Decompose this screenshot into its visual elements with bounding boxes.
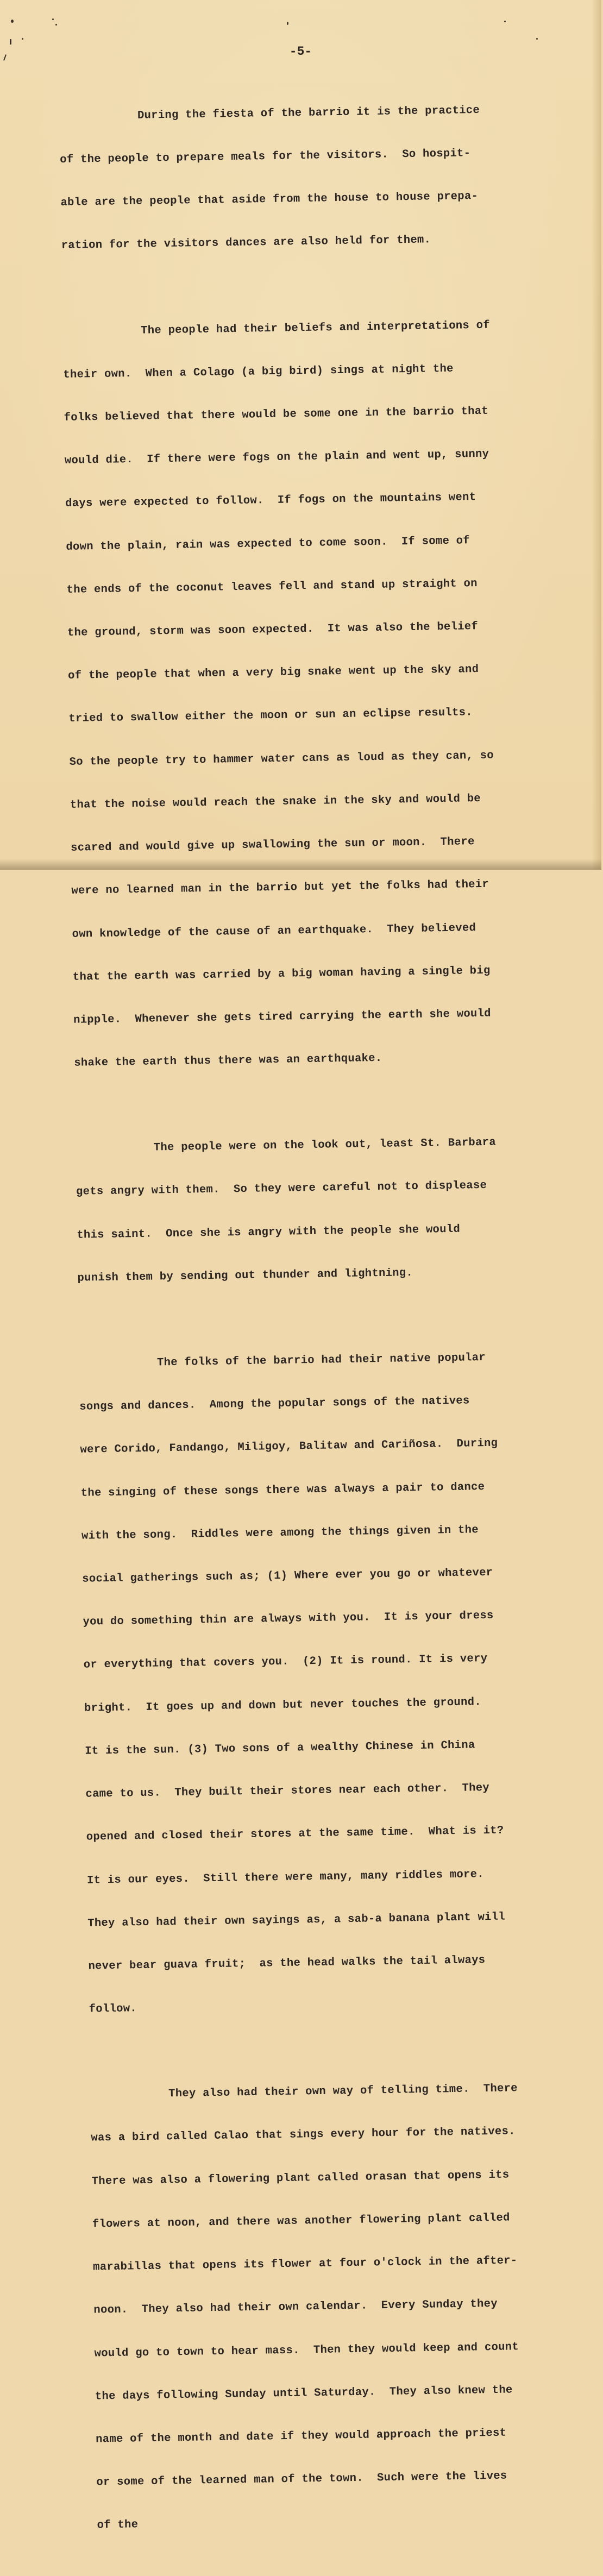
text-line: follow. [89, 2002, 137, 2016]
text-line: So the people try to hammer water cans as loud as they can, so [69, 749, 494, 769]
text-line: noon. They also had their own calendar. Every Sunday they [93, 2298, 498, 2317]
text-line: ration for the visitors dances are also held for them. [61, 234, 431, 253]
text-line: songs and dances. Among the popular songs of the natives [79, 1394, 470, 1413]
text-line: folks believed that there would be some one in the barrio that [64, 405, 489, 424]
text-line: social gatherings such as; (1) Where ever you go or whatever [82, 1566, 493, 1586]
text-line: shake the earth thus there was an earthquake. [74, 1052, 382, 1070]
text-line: never bear guava fruit; as the head walks the tail always [88, 1954, 486, 1973]
paragraph-fiesta [59, 73, 567, 282]
text-line: They also had their own way of telling time. There [168, 2082, 518, 2101]
text-line: gets angry with them. So they were careful not to displease [76, 1179, 487, 1199]
text-line: of the people that when a very big snake went up the sky and [68, 663, 479, 683]
text-line: They also had their own sayings as, a sab-a banana plant will [87, 1911, 506, 1930]
text-line: that the earth was carried by a big woman having a single big [72, 964, 491, 984]
text-line: would die. If there were fogs on the plain and went up, sunny [64, 448, 489, 468]
text-line: or everything that covers you. (2) It is round. It is very [83, 1653, 488, 1672]
text-line: of the [97, 2518, 139, 2532]
text-line: bright. It goes up and down but never touches the ground. [84, 1695, 482, 1715]
text-line: the days following Sunday until Saturday. They also knew the [95, 2384, 513, 2403]
paper-speck [55, 24, 57, 26]
paper-speck [504, 21, 506, 22]
text-line: the singing of these songs there was always a pair to dance [80, 1480, 485, 1500]
text-line: of the people to prepare meals for the visitors. So hospit- [60, 147, 471, 167]
paper-speck [10, 39, 11, 45]
text-line: the ends of the coconut leaves fell and stand up straight on [66, 577, 478, 596]
text-line: able are the people that aside from the house to house prepa- [60, 190, 479, 210]
text-line: the ground, storm was soon expected. It was also the belief [67, 620, 479, 639]
text-line: The folks of the barrio had their native popular [156, 1351, 486, 1369]
document-body [59, 73, 603, 2576]
text-line: It is the sun. (3) Two sons of a wealthy Chinese in China [85, 1739, 475, 1758]
paragraph-songs-riddles [78, 1321, 595, 2046]
text-line: were Corido, Fandango, Miligoy, Balitaw and Cariñosa. During [80, 1437, 498, 1457]
text-line: would go to town to hear mass. Then they would keep and count [94, 2340, 519, 2360]
paper-speck [22, 38, 23, 40]
paper-speck [287, 22, 288, 25]
text-line: It is our eyes. Still there were many, many riddles more. [86, 1868, 485, 1887]
paragraph-st-barbara [75, 1106, 583, 1315]
text-line: this saint. Once she is angry with the people she would [77, 1223, 461, 1242]
text-line: name of the month and date if they would approach the priest [96, 2427, 507, 2446]
page-number: -5- [289, 45, 312, 59]
paper-speck [11, 20, 14, 23]
text-line: was a bird called Calao that sings every hour for the natives. [91, 2125, 516, 2145]
text-line: their own. When a Colago (a big bird) sings at night the [63, 362, 454, 381]
text-line: During the fiesta of the barrio it is the practice [137, 104, 480, 122]
text-line: down the plain, rain was expected to come soon. If some of [66, 534, 470, 554]
text-line: came to us. They built their stores near each other. They [85, 1782, 490, 1801]
text-line: There was also a flowering plant called orasan that opens its [91, 2169, 510, 2188]
paper-speck [536, 38, 538, 40]
text-line: that the noise would reach the snake in the sky and would be [70, 792, 481, 812]
text-line: tried to swallow either the moon or sun an eclipse results. [68, 706, 473, 726]
text-line: flowers at noon, and there was another flowering plant called [92, 2211, 510, 2231]
text-line: own knowledge of the cause of an earthquake. They believed [72, 921, 476, 941]
text-line: punish them by sending out thunder and lightning. [77, 1266, 413, 1285]
text-line: or some of the learned man of the town. Such were the lives [96, 2470, 507, 2489]
text-line: The people had their beliefs and interpretations of [141, 319, 491, 337]
text-line: nipple. Whenever she gets tired carrying the earth she would [73, 1007, 491, 1027]
text-line: you do something thin are always with you. It is your dress [83, 1610, 494, 1629]
text-line: The people were on the look out, least St. Barbara [153, 1136, 497, 1154]
text-line: scared and would give up swallowing the sun or moon. There [70, 835, 475, 855]
text-line: marabillas that opens its flower at four o'clock in the after- [93, 2254, 518, 2274]
text-line: with the song. Riddles were among the things given in the [81, 1524, 479, 1543]
page-edge-shadow-right [592, 0, 601, 870]
paragraph-beliefs [62, 288, 580, 1099]
text-line: days were expected to follow. If fogs on the mountains went [65, 491, 476, 511]
text-line: were no learned man in the barrio but yet the folks had their [71, 878, 489, 898]
paper-speck [52, 18, 54, 20]
text-line: opened and closed their stores at the same time. What is it? [86, 1824, 504, 1844]
paragraph-telling-time [90, 2052, 602, 2562]
